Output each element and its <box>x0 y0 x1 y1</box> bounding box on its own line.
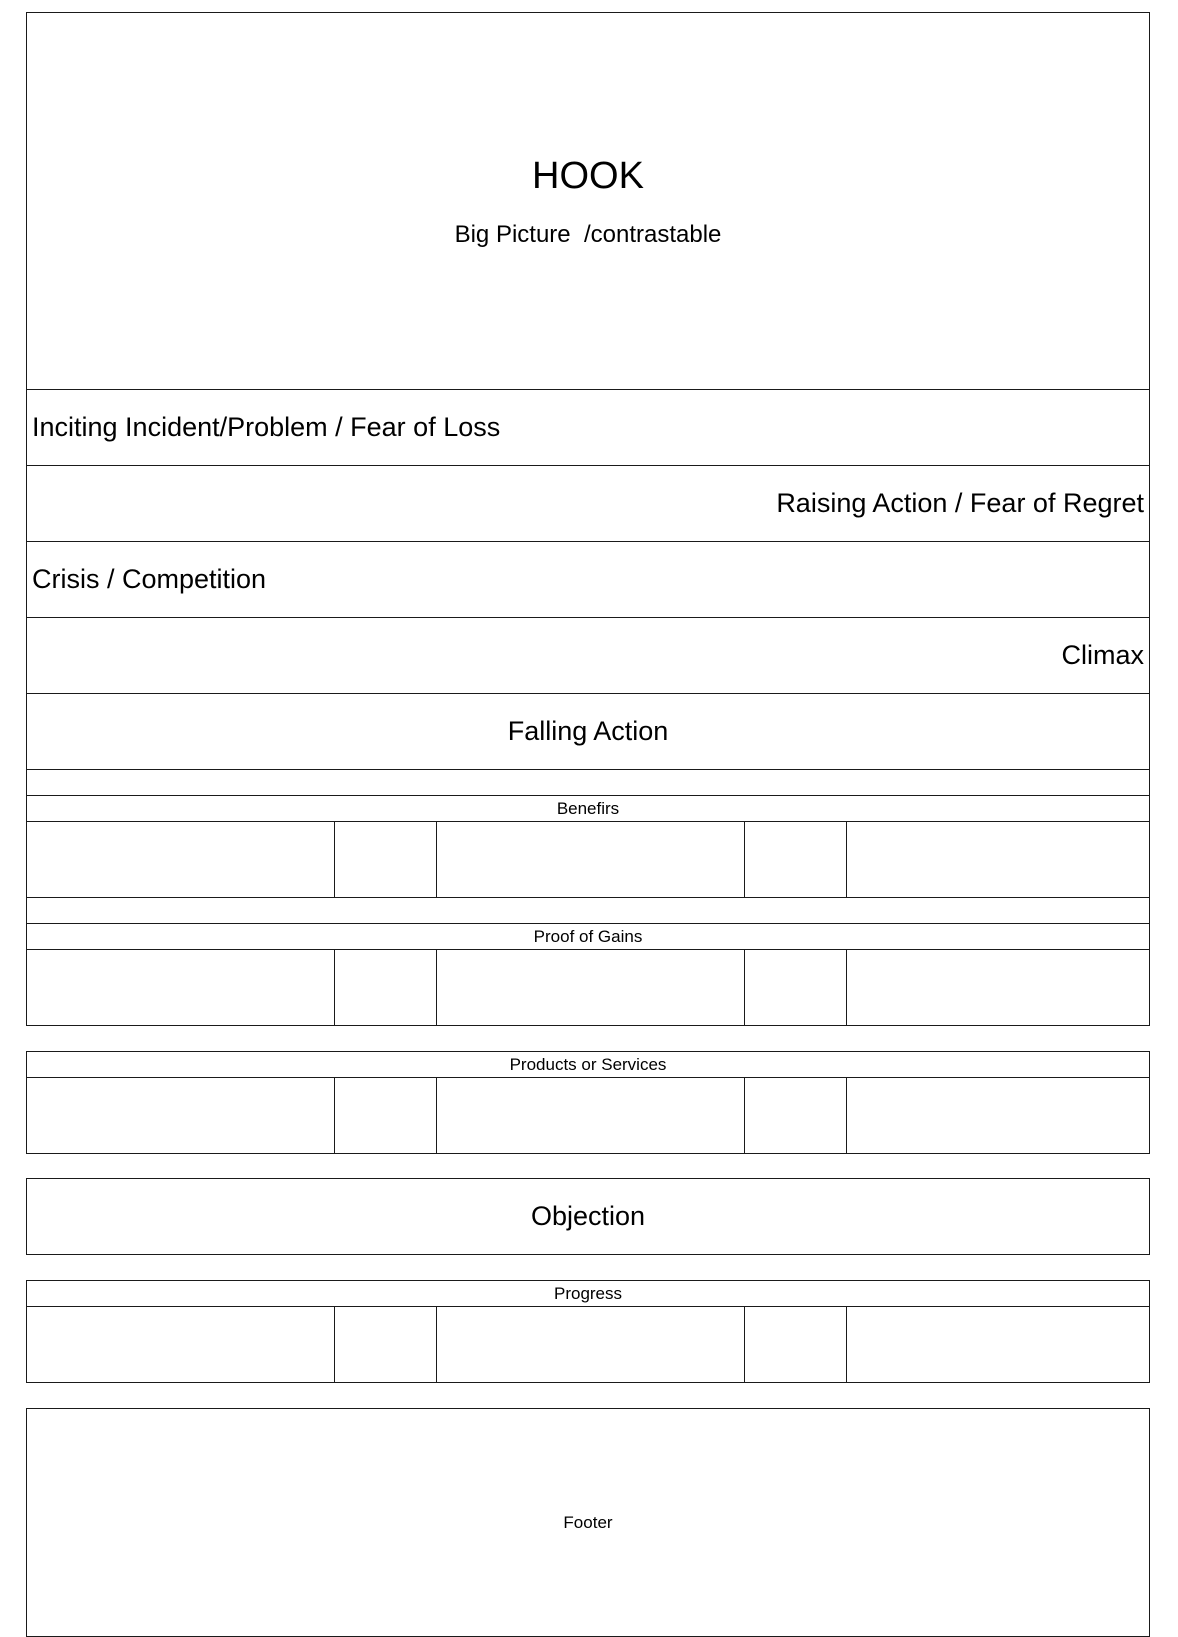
hook-title: HOOK <box>532 155 644 197</box>
falling-action-section <box>26 693 1150 770</box>
crisis-label: Crisis / Competition <box>32 564 267 594</box>
benefits-label: Benefirs <box>556 798 620 818</box>
falling-action-label: Falling Action <box>507 716 669 746</box>
products-services-gap-cell <box>744 1077 847 1154</box>
progress-label: Progress <box>553 1283 623 1303</box>
proof-of-gains-header <box>26 923 1150 950</box>
benefits-cell <box>26 821 335 898</box>
spacer-row <box>26 769 1150 796</box>
benefits-cell <box>436 821 745 898</box>
products-services-cell <box>26 1077 335 1154</box>
footer-label: Footer <box>563 1512 613 1532</box>
inciting-incident-label: Inciting Incident/Problem / Fear of Loss <box>32 412 501 442</box>
products-services-header <box>26 1051 1150 1078</box>
benefits-cell <box>846 821 1150 898</box>
climax-section <box>26 617 1150 694</box>
products-services-cell <box>846 1077 1150 1154</box>
benefits-header <box>26 795 1150 822</box>
raising-action-label: Raising Action / Fear of Regret <box>776 488 1144 518</box>
proof-of-gains-label: Proof of Gains <box>533 926 643 946</box>
objection-section <box>26 1178 1150 1255</box>
objection-label: Objection <box>530 1201 646 1231</box>
raising-action-section <box>26 465 1150 542</box>
footer-section <box>26 1408 1150 1637</box>
climax-label: Climax <box>1061 640 1144 670</box>
proof-of-gains-cell <box>26 949 335 1026</box>
progress-cell <box>846 1306 1150 1383</box>
products-services-gap-cell <box>334 1077 437 1154</box>
benefits-gap-cell <box>334 821 437 898</box>
crisis-section <box>26 541 1150 618</box>
progress-cell <box>436 1306 745 1383</box>
spacer-row <box>26 897 1150 924</box>
proof-of-gains-cell <box>436 949 745 1026</box>
benefits-gap-cell <box>744 821 847 898</box>
products-services-label: Products or Services <box>509 1054 667 1074</box>
progress-cell <box>26 1306 335 1383</box>
proof-of-gains-cell <box>846 949 1150 1026</box>
progress-header <box>26 1280 1150 1307</box>
hook-section <box>26 12 1150 390</box>
inciting-incident-section <box>26 389 1150 466</box>
products-services-cell <box>436 1077 745 1154</box>
hook-subtitle: Big Picture /contrastable <box>454 221 722 248</box>
